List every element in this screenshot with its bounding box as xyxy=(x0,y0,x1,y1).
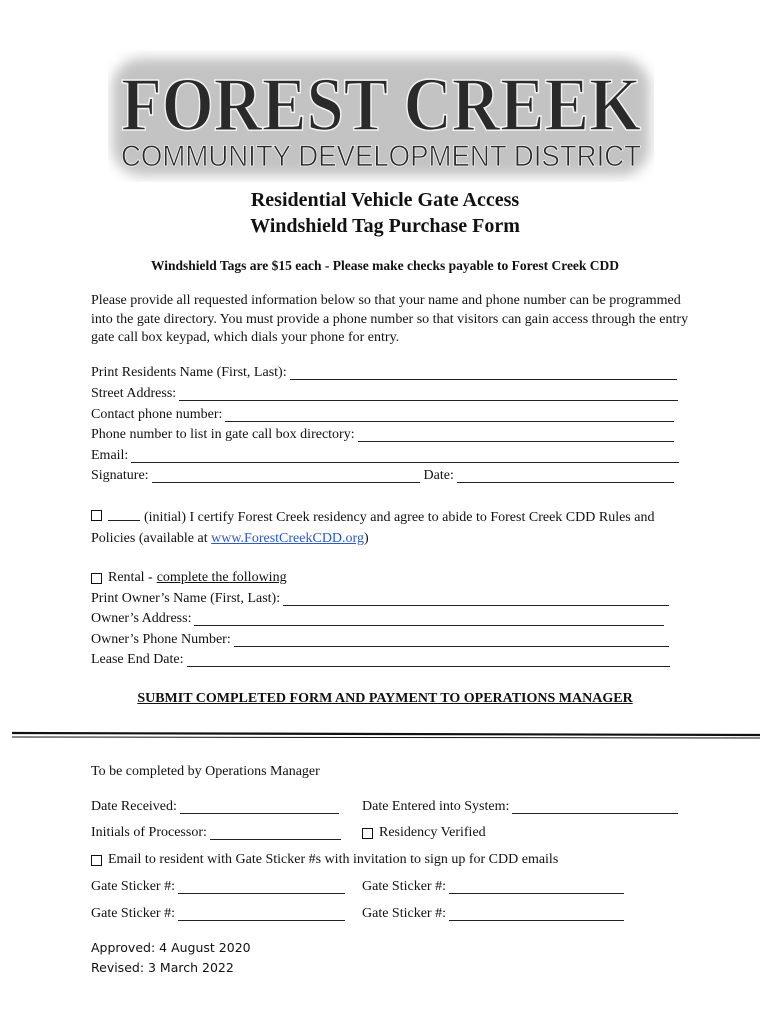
rental-heading: complete the following xyxy=(156,570,287,585)
gate-sticker-label: Gate Sticker #: xyxy=(91,906,175,921)
lease-end-row xyxy=(91,650,670,671)
initials-label: Initials of Processor: xyxy=(91,825,207,840)
contact-phone-row xyxy=(91,405,674,426)
owner-phone-row xyxy=(91,630,669,651)
approved-date: Approved: 4 August 2020 xyxy=(91,940,251,955)
street-address-label: Street Address: xyxy=(91,386,177,401)
gate-sticker-label: Gate Sticker #: xyxy=(91,879,175,894)
certify-text: (initial) I certify Forest Creek residency and agree to abide to Forest Creek CDD Rules and Policies (available at xyxy=(91,510,655,546)
price-note: Windshield Tags are $15 each - Please make checks payable to Forest Creek CDD xyxy=(150,258,620,273)
initials-row xyxy=(91,823,341,844)
signature-field[interactable] xyxy=(152,468,420,483)
date-received-label: Date Received: xyxy=(91,799,177,814)
rental-checkbox[interactable] xyxy=(91,573,102,584)
date-entered-row xyxy=(362,797,678,818)
directory-phone-field[interactable] xyxy=(358,427,674,442)
directory-phone-row xyxy=(91,425,674,446)
certify-checkbox[interactable] xyxy=(91,510,102,521)
street-address-field[interactable] xyxy=(179,386,678,401)
residency-verified-checkbox[interactable] xyxy=(362,828,373,839)
owner-address-label: Owner’s Address: xyxy=(91,611,192,626)
email-field[interactable] xyxy=(131,448,679,463)
lease-end-field[interactable] xyxy=(187,652,670,667)
owner-phone-label: Owner’s Phone Number: xyxy=(91,632,231,647)
contact-phone-field[interactable] xyxy=(225,407,674,422)
revision-footer xyxy=(91,938,251,978)
date-label: Date: xyxy=(423,468,454,483)
email-resident-checkbox[interactable] xyxy=(91,855,102,866)
owner-address-field[interactable] xyxy=(194,611,664,626)
lease-end-label: Lease End Date: xyxy=(91,652,184,667)
resident-name-row xyxy=(91,363,677,384)
email-label: Email: xyxy=(91,448,129,463)
email-row xyxy=(91,446,679,467)
signature-row xyxy=(91,466,674,487)
residency-verified-row xyxy=(362,823,486,844)
initials-field[interactable] xyxy=(210,825,341,840)
website-link[interactable]: www.ForestCreekCDD.org xyxy=(211,531,364,546)
owner-name-row xyxy=(91,589,669,610)
owner-address-row xyxy=(91,609,664,630)
submit-instruction: SUBMIT COMPLETED FORM AND PAYMENT TO OPERATIONS MANAGER xyxy=(137,691,633,706)
gate-sticker-field[interactable] xyxy=(449,906,624,921)
certify-text-end: ) xyxy=(363,531,369,546)
gate-sticker-label: Gate Sticker #: xyxy=(362,879,446,894)
gate-sticker-field[interactable] xyxy=(178,906,345,921)
signature-label: Signature: xyxy=(91,468,149,483)
rental-label: Rental - xyxy=(108,570,153,585)
date-entered-label: Date Entered into System: xyxy=(362,799,510,814)
owner-phone-field[interactable] xyxy=(234,632,669,647)
directory-phone-label: Phone number to list in gate call box directory: xyxy=(91,427,355,442)
date-received-field[interactable] xyxy=(180,799,339,814)
date-received-row xyxy=(91,797,339,818)
revised-date: Revised: 3 March 2022 xyxy=(91,960,234,975)
certify-statement xyxy=(91,507,681,549)
contact-phone-label: Contact phone number: xyxy=(91,407,223,422)
svg-text:COMMUNITY DEVELOPMENT DISTRICT: COMMUNITY DEVELOPMENT DISTRICT xyxy=(121,140,641,173)
form-title-line-1: Residential Vehicle Gate Access xyxy=(250,189,520,211)
operations-heading: To be completed by Operations Manager xyxy=(91,764,320,779)
section-divider xyxy=(10,730,762,742)
owner-name-label: Print Owner’s Name (First, Last): xyxy=(91,591,281,606)
svg-text:FOREST CREEK: FOREST CREEK xyxy=(121,63,641,147)
intro-paragraph: Please provide all requested information below so that your name and phone number can be programmed into the gate directory. You must provide a phone number so that visitors can gain access through the entry gate call box keypad, which dials your phone for entry. xyxy=(91,293,689,345)
street-address-row xyxy=(91,384,678,405)
residency-verified-label: Residency Verified xyxy=(379,825,486,840)
gate-sticker-row-1a xyxy=(91,877,345,898)
owner-name-field[interactable] xyxy=(283,591,669,606)
gate-sticker-row-2a xyxy=(91,904,345,925)
forest-creek-logo xyxy=(108,50,654,182)
resident-name-field[interactable] xyxy=(290,365,677,380)
rental-row xyxy=(91,568,287,589)
email-resident-label: Email to resident with Gate Sticker #s with invitation to sign up for CDD emails xyxy=(108,852,559,867)
gate-sticker-field[interactable] xyxy=(178,879,345,894)
initial-field[interactable] xyxy=(108,508,140,521)
form-title-line-2: Windshield Tag Purchase Form xyxy=(250,215,520,237)
gate-sticker-row-1b xyxy=(362,877,624,898)
gate-sticker-label: Gate Sticker #: xyxy=(362,906,446,921)
date-entered-field[interactable] xyxy=(512,799,678,814)
resident-name-label: Print Residents Name (First, Last): xyxy=(91,365,287,380)
email-resident-row xyxy=(91,850,558,871)
gate-sticker-field[interactable] xyxy=(449,879,624,894)
gate-sticker-row-2b xyxy=(362,904,624,925)
date-field[interactable] xyxy=(457,468,674,483)
